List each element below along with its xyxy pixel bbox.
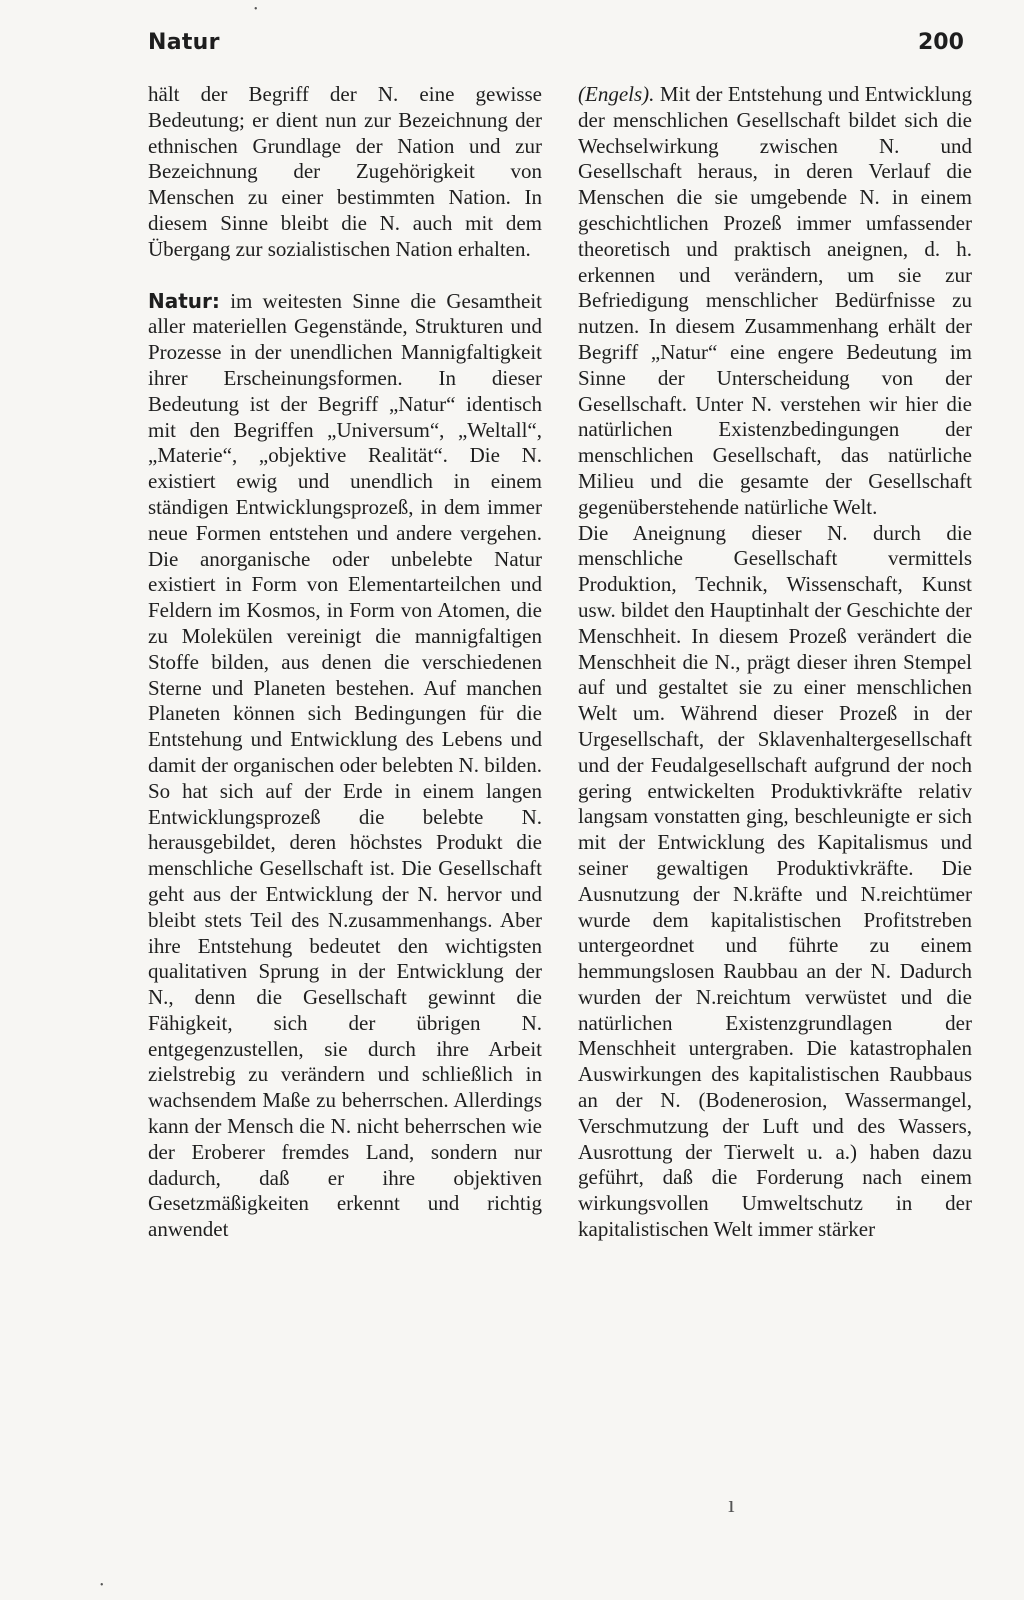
entry-term: Natur: xyxy=(148,288,220,313)
scan-dot-icon: • xyxy=(100,1580,104,1591)
running-head: Natur xyxy=(148,30,220,55)
entry-text: im weitesten Sinne die Gesamtheit aller materiellen Gegenstände, Strukturen und Prozesse in der unendlichen Mannigfaltigkeit ihrer Erscheinungsformen. In dieser Bedeutung ist der Begriff „Natur“ identisch mit den Begriffen „Universum“, „Weltall“, „Materie“, „objektive Realität“. Die N. existiert ewig und unendlich in einem ständigen Entwicklungsprozeß, in dem immer neue Formen entstehen und andere vergehen. Die anorganische oder unbelebte Natur existiert in Form von Elementarteilchen und Feldern im Kosmos, in Form von Atomen, die zu Molekülen vereinigt die mannigfaltigen Stoffe bilden, aus denen die verschiedenen Sterne und Planeten bestehen. Auf manchen Planeten können sich Bedingungen für die Entstehung und Entwicklung des Lebens und damit der organischen oder belebten N. bilden. So hat sich auf der Erde in einem langen Entwicklungsprozeß die belebte N. herausgebildet, deren höchstes Produkt die menschliche Gesellschaft ist. Die Gesellschaft geht aus der Entwicklung der N. hervor und bleibt stets Teil des N.zusammenhangs. Aber ihre Entstehung bedeutet den wichtigsten qualitativen Sprung in der Entwicklung der N., denn die Gesellschaft gewinnt die Fähigkeit, sich der übrigen N. entgegenzustellen, sie durch ihre Arbeit zielstrebig zu verändern und schließlich in wachsendem Maße zu beherrschen. Allerdings kann der Mensch die N. nicht beherrschen wie der Eroberer fremdes Land, sondern nur dadurch, daß er ihre objektiven Gesetzmäßigkeiten erkennt und richtig anwendet xyxy=(148,288,542,1242)
left-column xyxy=(148,82,542,1243)
citation: (Engels). xyxy=(578,82,655,106)
right-paragraph-2: Die Aneignung dieser N. durch die menschliche Gesellschaft vermittels Produktion, Technik, Wissenschaft, Kunst usw. bildet den Hauptinhalt der Geschichte der Menschheit. In diesem Prozeß verändert die Menschheit die N., prägt dieser ihren Stempel auf und gestaltet sie zu einer menschlichen Welt um. Während dieser Prozeß in der Urgesellschaft, der Sklavenhaltergesellschaft und der Feudalgesellschaft aufgrund der noch gering entwickelten Produktivkräfte relativ langsam vonstatten ging, beschleunigte er sich mit der Entwicklung des Kapitalismus und seiner gewaltigen Produktivkräfte. Die Ausnutzung der N.kräfte und N.reichtümer wurde dem kapitalistischen Profitstreben untergeordnet und führte zu einem hemmungslosen Raubbau an der N. Dadurch wurden der N.reichtum verwüstet und die natürlichen Existenzgrundlagen der Menschheit untergraben. Die katastrophalen Auswirkungen des kapitalistischen Raubbaus an der N. (Bodenerosion, Wassermangel, Verschmutzung der Luft und des Wassers, Ausrottung der Tierwelt u. a.) haben dazu geführt, daß die Forderung nach einem wirkungsvollen Umweltschutz in der kapitalistischen Welt immer stärker xyxy=(578,520,972,1242)
entry-paragraph xyxy=(148,289,542,1243)
right-paragraph-1 xyxy=(578,82,972,521)
scan-speck-icon: • xyxy=(254,4,258,15)
paragraph-gap xyxy=(148,263,542,289)
right-text-1: Mit der Entstehung und Entwicklung der menschlichen Gesellschaft bildet sich die Wechselwirkung zwischen N. und Gesellschaft heraus, in deren Verlauf die Menschen die sie umgebende N. in einem geschichtlichen Prozeß immer umfassender theoretisch und praktisch aneignen, d. h. erkennen und verändern, um sie zur Befriedigung menschlicher Bedürfnisse zu nutzen. In diesem Zusammenhang erhält der Begriff „Natur“ eine engere Bedeutung im Sinne der Unterscheidung von der Gesellschaft. Unter N. verstehen wir hier die natürlichen Existenzbedingungen der menschlichen Gesellschaft, das natürliche Milieu und die gesamte der Gesellschaft gegenüberstehende natürliche Welt. xyxy=(578,82,973,519)
page-number: 200 xyxy=(918,30,964,55)
continuation-paragraph: hält der Begriff der N. eine gewisse Bedeutung; er dient nun zur Bezeichnung der ethnischen Grundlage der Nation und zur Bezeichnung der Zugehörigkeit von Menschen zu einer bestimmten Nation. In diesem Sinne bleibt die N. auch mit dem Übergang zur sozialistischen Nation erhalten. xyxy=(148,82,542,261)
scan-stroke-icon: ı xyxy=(728,1492,735,1518)
right-column xyxy=(578,82,972,1243)
